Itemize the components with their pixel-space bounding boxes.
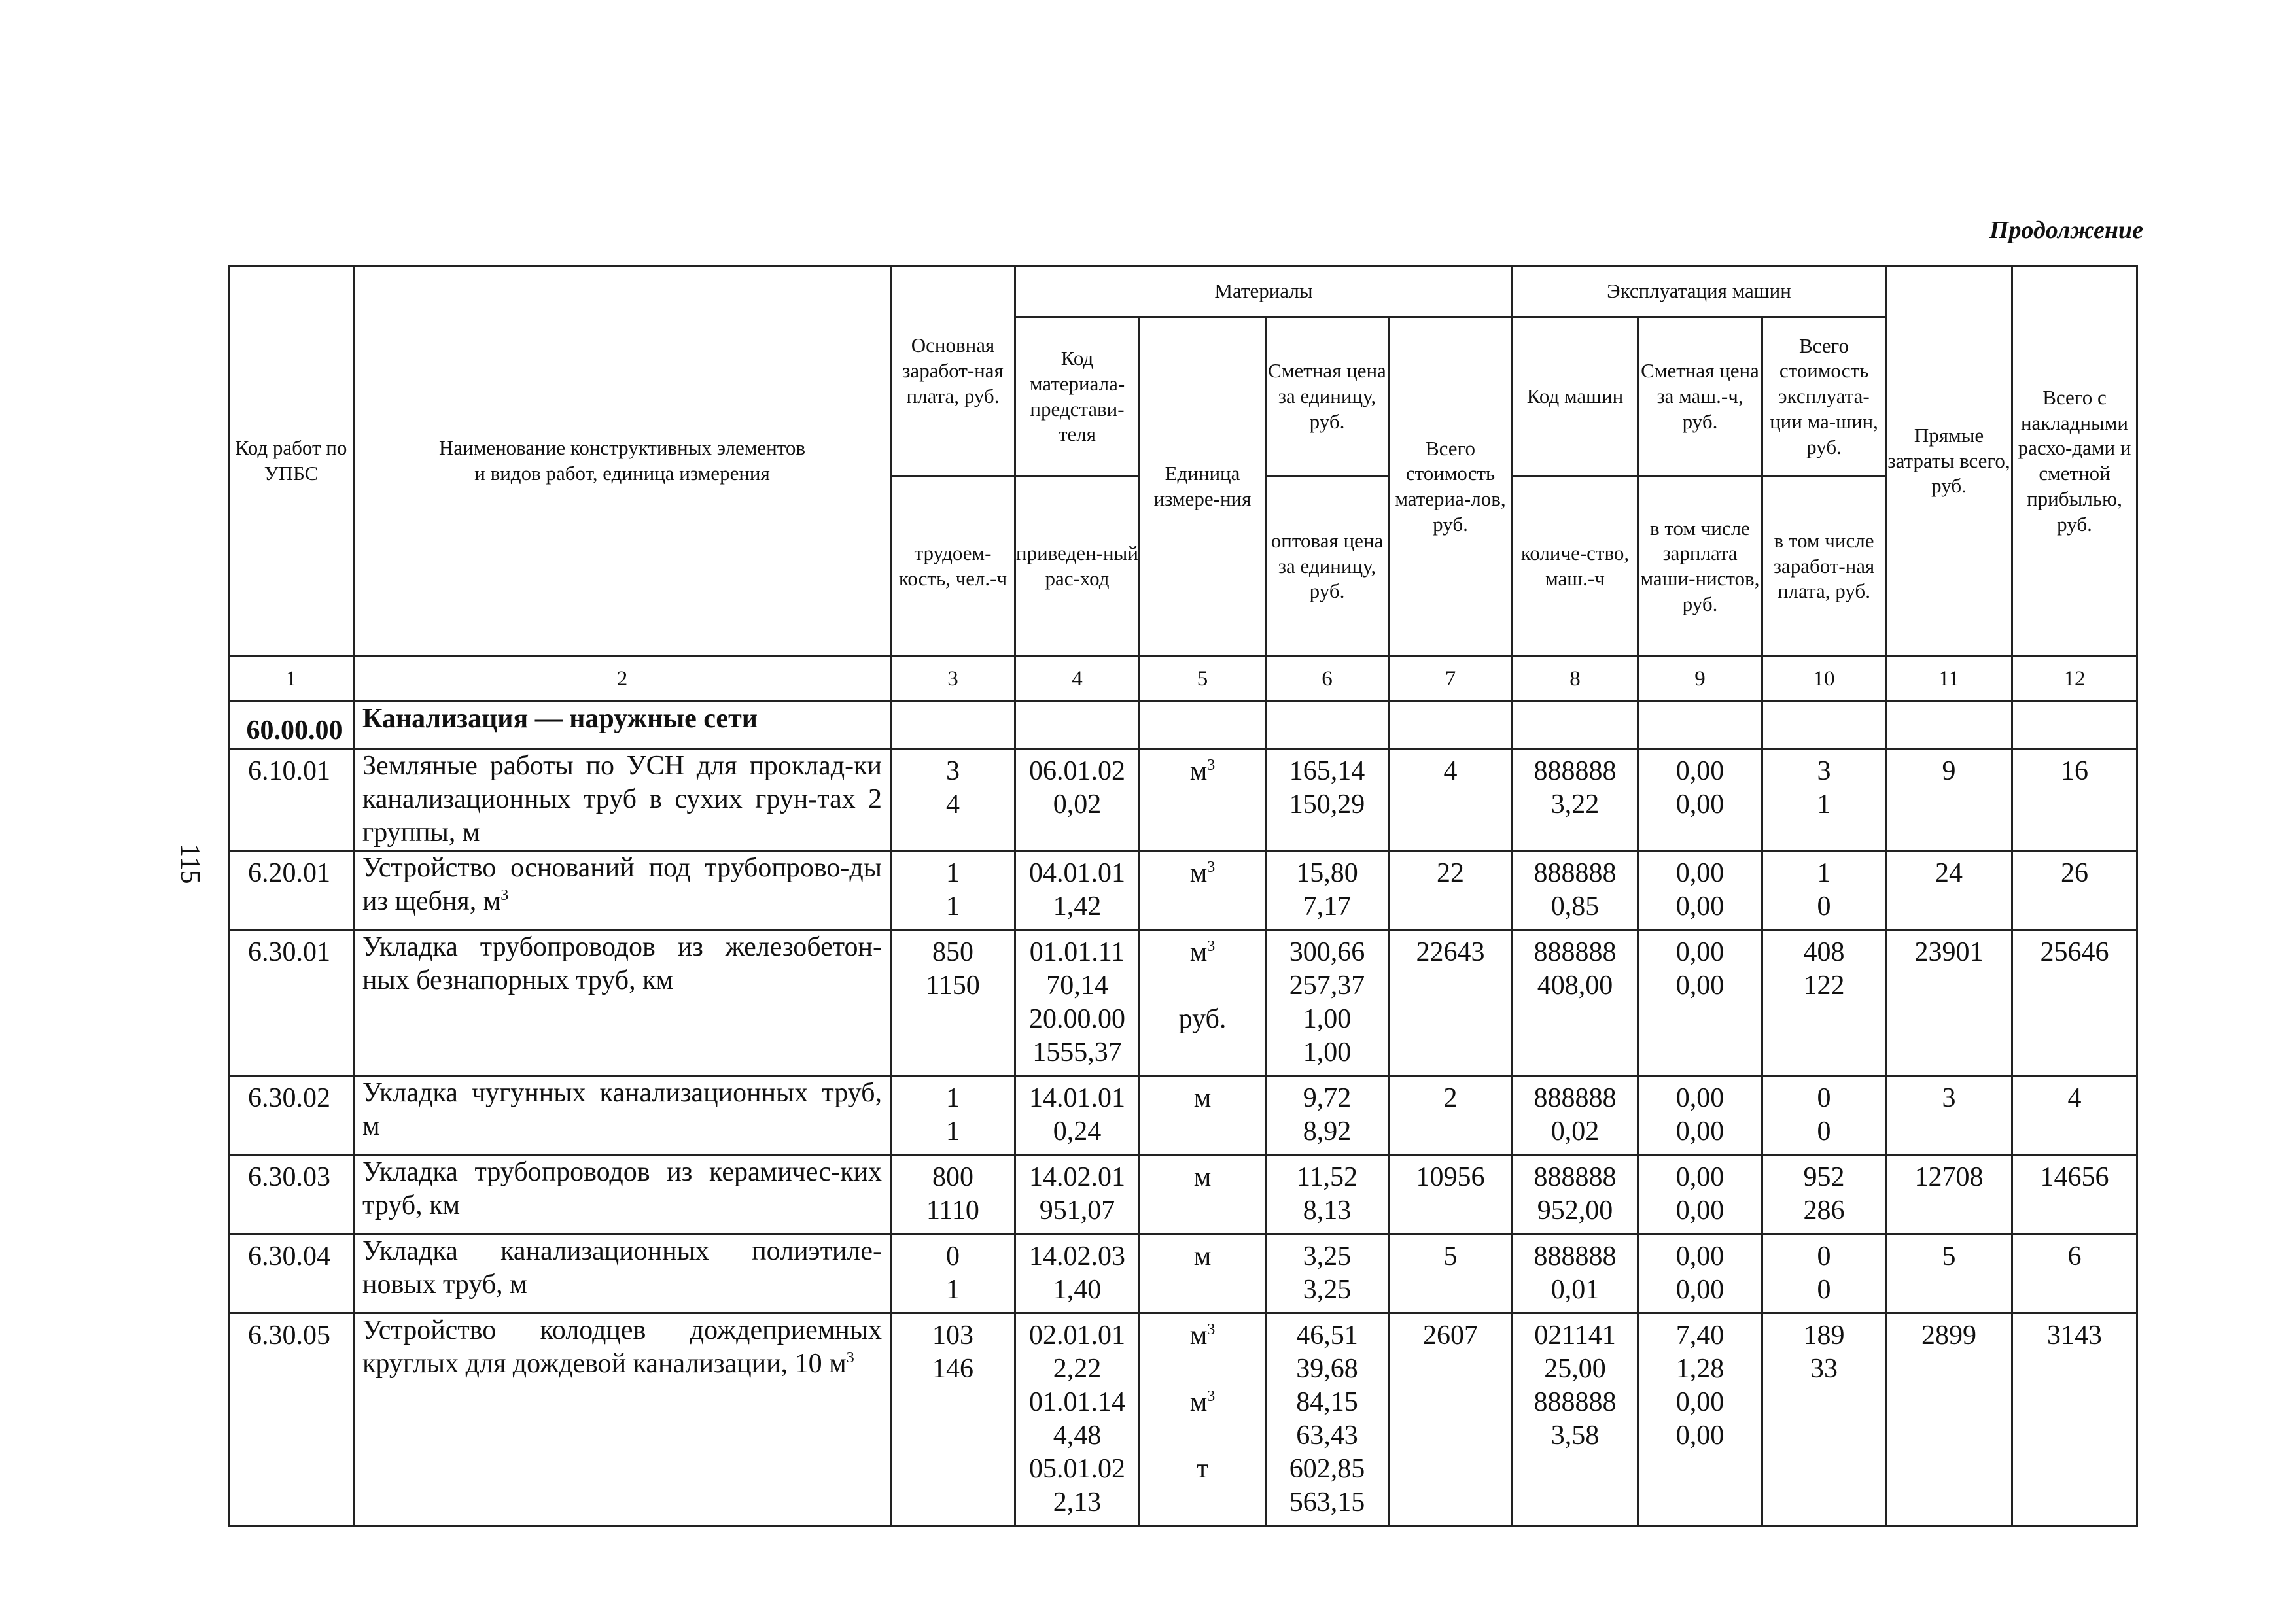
header-mat-code: Код материала-представи-теля xyxy=(1015,317,1140,477)
material-price-cell xyxy=(1266,1076,1389,1155)
machine-code: 888888 xyxy=(1533,1387,1617,1417)
machine-qty: 952,00 xyxy=(1537,1196,1613,1226)
material-code: 14.02.01 xyxy=(1029,1162,1125,1192)
header-wage: Основная заработ-ная плата, руб. xyxy=(891,266,1015,477)
material-unit xyxy=(1140,1082,1265,1115)
machine-total-cell xyxy=(1762,930,1886,1076)
column-number: 10 xyxy=(1762,657,1886,702)
material-code: 05.01.02 xyxy=(1029,1454,1125,1484)
work-code: 6.30.01 xyxy=(229,930,354,1076)
machine-code: 888888 xyxy=(1533,1083,1617,1113)
machine-total: 3 xyxy=(1817,756,1831,786)
wage-value: 1 xyxy=(946,1083,960,1113)
machine-price: 7,40 xyxy=(1675,1321,1725,1351)
work-name xyxy=(354,1313,891,1526)
material-price-cell xyxy=(1266,1155,1389,1234)
direct-costs: 23901 xyxy=(1886,930,2012,1076)
material-unit-cell xyxy=(1140,1234,1266,1313)
total-with-overhead: 6 xyxy=(2012,1234,2137,1313)
work-name xyxy=(354,930,891,1076)
machine-code: 888888 xyxy=(1533,1162,1617,1192)
material-unit xyxy=(1140,1453,1265,1486)
material-unit xyxy=(1140,857,1265,890)
work-name xyxy=(354,851,891,930)
column-number: 8 xyxy=(1513,657,1638,702)
table-row xyxy=(229,1076,2137,1155)
header-est-price: Сметная цена за единицу, руб. xyxy=(1266,317,1389,477)
material-unit-text: м xyxy=(1189,1321,1208,1351)
material-unit-cell xyxy=(1140,749,1266,851)
machine-total-cell xyxy=(1762,749,1886,851)
direct-costs: 3 xyxy=(1886,1076,2012,1155)
machine-total-cell xyxy=(1762,851,1886,930)
machine-total-wage: 0 xyxy=(1817,1275,1831,1305)
wage-cell xyxy=(891,1155,1015,1234)
total-with-overhead: 3143 xyxy=(2012,1313,2137,1526)
material-unit xyxy=(1140,1240,1265,1273)
machine-price: 0,00 xyxy=(1675,1162,1725,1192)
header-unit: Единица измере-ния xyxy=(1140,317,1266,657)
header-mach-qty: количе-ство, маш.-ч xyxy=(1513,477,1638,657)
machine-total-wage: 0 xyxy=(1817,891,1831,922)
labor-value: 1 xyxy=(946,1116,960,1147)
machine-total-cell xyxy=(1762,1234,1886,1313)
material-wholesale: 150,29 xyxy=(1289,789,1365,820)
header-mat-flow: приведен-ный рас-ход xyxy=(1015,477,1140,657)
machine-total-wage: 122 xyxy=(1803,971,1845,1001)
material-flow: 1555,37 xyxy=(1032,1037,1122,1067)
material-price-cell xyxy=(1266,1234,1389,1313)
work-code: 6.30.03 xyxy=(229,1155,354,1234)
material-total: 5 xyxy=(1389,1234,1513,1313)
column-number: 5 xyxy=(1140,657,1266,702)
material-total: 2 xyxy=(1389,1076,1513,1155)
column-number: 1 xyxy=(229,657,354,702)
wage-value: 103 xyxy=(932,1321,973,1351)
material-flow: 951,07 xyxy=(1039,1196,1115,1226)
machine-price-cell xyxy=(1638,1234,1762,1313)
material-flow: 0,24 xyxy=(1053,1116,1102,1147)
material-unit-sup: 3 xyxy=(1207,1321,1216,1338)
machine-total-cell xyxy=(1762,1076,1886,1155)
work-name-text: Земляные работы по УСН для проклад-ки канализационных труб в сухих грун-тах 2 группы, м xyxy=(362,751,882,848)
labor-value: 146 xyxy=(932,1354,973,1384)
material-unit-text: м xyxy=(1189,1387,1208,1417)
machine-total-wage: 286 xyxy=(1803,1196,1845,1226)
work-name-text: Укладка трубопроводов из керамичес-ких труб, км xyxy=(362,1157,882,1220)
material-price: 84,15 xyxy=(1296,1387,1358,1417)
material-wholesale: 257,37 xyxy=(1289,971,1365,1001)
machine-price: 0,00 xyxy=(1675,858,1725,888)
machine-total-wage: 0 xyxy=(1817,1116,1831,1147)
header-mach-price: Сметная цена за маш.-ч, руб. xyxy=(1638,317,1762,477)
material-flow: 0,02 xyxy=(1053,789,1102,820)
machine-total: 189 xyxy=(1803,1321,1845,1351)
labor-value: 1150 xyxy=(926,971,980,1001)
column-number: 11 xyxy=(1886,657,2012,702)
material-code: 02.01.01 xyxy=(1029,1321,1125,1351)
machine-code-cell xyxy=(1513,1234,1638,1313)
machine-code-cell xyxy=(1513,1076,1638,1155)
material-price: 11,52 xyxy=(1297,1162,1358,1192)
work-name xyxy=(354,1234,891,1313)
work-code: 6.30.05 xyxy=(229,1313,354,1526)
material-price: 3,25 xyxy=(1303,1241,1352,1271)
material-unit-spacer xyxy=(1140,1419,1265,1453)
material-unit-text: м xyxy=(1193,1083,1212,1113)
machine-total-cell xyxy=(1762,1313,1886,1526)
material-unit-spacer xyxy=(1140,1115,1265,1149)
header-mach-code: Код машин xyxy=(1513,317,1638,477)
column-number: 2 xyxy=(354,657,891,702)
machine-price-cell xyxy=(1638,749,1762,851)
material-code: 01.01.14 xyxy=(1029,1387,1125,1417)
material-price: 602,85 xyxy=(1289,1454,1365,1484)
labor-value: 1 xyxy=(946,891,960,922)
machine-total: 1 xyxy=(1817,858,1831,888)
material-flow: 1,40 xyxy=(1053,1275,1102,1305)
material-code-cell xyxy=(1015,1076,1140,1155)
table-body xyxy=(229,702,2137,1526)
material-flow: 2,13 xyxy=(1053,1487,1102,1517)
header-direct: Прямые затраты всего, руб. xyxy=(1886,266,2012,657)
material-code-cell xyxy=(1015,1155,1140,1234)
material-total: 22643 xyxy=(1389,930,1513,1076)
material-unit xyxy=(1140,1161,1265,1194)
wage-value: 1 xyxy=(946,858,960,888)
material-total: 2607 xyxy=(1389,1313,1513,1526)
machine-total: 952 xyxy=(1803,1162,1845,1192)
wage-cell xyxy=(891,851,1015,930)
material-unit-spacer xyxy=(1140,1486,1265,1519)
material-unit xyxy=(1140,755,1265,788)
machine-code: 888888 xyxy=(1533,756,1617,786)
header-mach-total: Всего стоимость эксплуата-ции ма-шин, руб. xyxy=(1762,317,1886,477)
material-price: 46,51 xyxy=(1296,1321,1358,1351)
work-name-text: Укладка чугунных канализационных труб, м xyxy=(362,1078,882,1141)
wage-value: 850 xyxy=(932,937,973,967)
labor-value: 4 xyxy=(946,789,960,820)
machine-code: 021141 xyxy=(1534,1321,1616,1351)
header-code: Код работ по УПБС xyxy=(229,266,354,657)
direct-costs: 5 xyxy=(1886,1234,2012,1313)
material-unit-sup: 3 xyxy=(1207,1388,1216,1405)
material-wholesale: 7,17 xyxy=(1303,891,1352,922)
machine-total-wage: 1 xyxy=(1817,789,1831,820)
machine-qty: 25,00 xyxy=(1544,1354,1606,1384)
machine-code: 888888 xyxy=(1533,858,1617,888)
machine-wage: 0,00 xyxy=(1675,1275,1725,1305)
work-name xyxy=(354,1155,891,1234)
machine-price: 0,00 xyxy=(1675,1083,1725,1113)
material-flow: 1,42 xyxy=(1053,891,1102,922)
machine-code: 888888 xyxy=(1533,1241,1617,1271)
direct-costs: 9 xyxy=(1886,749,2012,851)
material-total: 22 xyxy=(1389,851,1513,930)
work-name-text: Укладка трубопроводов из железобетон-ных безнапорных труб, км xyxy=(362,932,882,995)
work-code: 6.30.02 xyxy=(229,1076,354,1155)
material-flow: 4,48 xyxy=(1053,1421,1102,1451)
table-row xyxy=(229,851,2137,930)
material-wholesale: 63,43 xyxy=(1296,1421,1358,1451)
material-code-cell xyxy=(1015,851,1140,930)
column-number: 3 xyxy=(891,657,1015,702)
table-row xyxy=(229,1313,2137,1526)
column-number: 6 xyxy=(1266,657,1389,702)
material-unit xyxy=(1140,1319,1265,1353)
machine-wage: 1,28 xyxy=(1675,1354,1725,1384)
material-unit-cell xyxy=(1140,1076,1266,1155)
material-unit-sup: 3 xyxy=(1207,938,1216,955)
material-unit-cell xyxy=(1140,930,1266,1076)
machine-code-cell xyxy=(1513,930,1638,1076)
machine-price: 0,00 xyxy=(1675,1387,1725,1417)
work-code: 6.10.01 xyxy=(229,749,354,851)
machine-qty: 408,00 xyxy=(1537,971,1613,1001)
machine-code-cell xyxy=(1513,749,1638,851)
material-price-cell xyxy=(1266,1313,1389,1526)
work-code: 6.20.01 xyxy=(229,851,354,930)
machine-total-cell xyxy=(1762,1155,1886,1234)
total-with-overhead: 25646 xyxy=(2012,930,2137,1076)
table-row xyxy=(229,930,2137,1076)
table-row xyxy=(229,749,2137,851)
material-price: 1,00 xyxy=(1303,1004,1352,1034)
machine-wage: 0,00 xyxy=(1675,789,1725,820)
work-code: 6.30.04 xyxy=(229,1234,354,1313)
material-wholesale: 563,15 xyxy=(1289,1487,1365,1517)
material-code-cell xyxy=(1015,1313,1140,1526)
material-total: 4 xyxy=(1389,749,1513,851)
material-code: 04.01.01 xyxy=(1029,858,1125,888)
material-wholesale: 39,68 xyxy=(1296,1354,1358,1384)
material-price: 165,14 xyxy=(1289,756,1365,786)
material-total: 10956 xyxy=(1389,1155,1513,1234)
work-name-text: Устройство оснований под трубопрово-ды из щебня, м xyxy=(362,853,882,916)
material-wholesale: 1,00 xyxy=(1303,1037,1352,1067)
material-code: 20.00.00 xyxy=(1029,1004,1125,1034)
material-code-cell xyxy=(1015,1234,1140,1313)
machine-price-cell xyxy=(1638,851,1762,930)
machine-qty: 3,22 xyxy=(1550,789,1600,820)
material-code: 14.01.01 xyxy=(1029,1083,1125,1113)
material-code: 01.01.11 xyxy=(1029,937,1125,967)
machine-qty: 3,58 xyxy=(1550,1421,1600,1451)
work-name xyxy=(354,749,891,851)
wage-value: 0 xyxy=(946,1241,960,1271)
material-price: 9,72 xyxy=(1303,1083,1352,1113)
wage-cell xyxy=(891,930,1015,1076)
header-overhead: Всего с накладными расхо-дами и сметной прибылью, руб. xyxy=(2012,266,2137,657)
work-name-text: Укладка канализационных полиэтиле-новых труб, м xyxy=(362,1236,882,1300)
section-row xyxy=(229,702,2137,749)
header-mach-wage: в том числе зарплата маши-нистов, руб. xyxy=(1638,477,1762,657)
material-unit-cell xyxy=(1140,1313,1266,1526)
machine-price: 0,00 xyxy=(1675,937,1725,967)
material-flow: 70,14 xyxy=(1046,971,1108,1001)
material-unit-text: руб. xyxy=(1178,1004,1227,1034)
material-unit-sup: 3 xyxy=(1207,757,1216,774)
machine-code: 888888 xyxy=(1533,937,1617,967)
material-wholesale: 8,13 xyxy=(1303,1196,1352,1226)
table-header xyxy=(229,266,2137,702)
machine-price: 0,00 xyxy=(1675,756,1725,786)
labor-value: 1110 xyxy=(926,1196,979,1226)
table-row xyxy=(229,1234,2137,1313)
work-name xyxy=(354,1076,891,1155)
continuation-label: Продолжение xyxy=(1989,216,2143,244)
material-code: 06.01.02 xyxy=(1029,756,1125,786)
labor-value: 1 xyxy=(946,1275,960,1305)
machine-total: 408 xyxy=(1803,937,1845,967)
column-number: 9 xyxy=(1638,657,1762,702)
direct-costs: 24 xyxy=(1886,851,2012,930)
estimate-table xyxy=(228,265,2138,1527)
machine-wage: 0,00 xyxy=(1675,971,1725,1001)
total-with-overhead: 16 xyxy=(2012,749,2137,851)
material-price: 15,80 xyxy=(1296,858,1358,888)
machine-code-cell xyxy=(1513,851,1638,930)
material-unit-spacer xyxy=(1140,1036,1265,1069)
machine-price-cell xyxy=(1638,1076,1762,1155)
material-price-cell xyxy=(1266,851,1389,930)
machine-wage: 0,00 xyxy=(1675,1421,1725,1451)
machine-price-cell xyxy=(1638,1155,1762,1234)
machine-qty: 0,02 xyxy=(1550,1116,1600,1147)
total-with-overhead: 4 xyxy=(2012,1076,2137,1155)
machine-price: 0,00 xyxy=(1675,1241,1725,1271)
material-unit-spacer xyxy=(1140,969,1265,1003)
material-flow: 2,22 xyxy=(1053,1354,1102,1384)
material-code-cell xyxy=(1015,749,1140,851)
header-mach-total-wage: в том числе заработ-ная плата, руб. xyxy=(1762,477,1886,657)
table-row xyxy=(229,1155,2137,1234)
work-name-text: Устройство колодцев дождеприемных круглых для дождевой канализации, 10 м xyxy=(362,1315,882,1379)
work-name-sup: 3 xyxy=(846,1349,854,1366)
wage-value: 3 xyxy=(946,756,960,786)
machine-price-cell xyxy=(1638,1313,1762,1526)
material-unit-text: м xyxy=(1193,1241,1212,1271)
column-number: 7 xyxy=(1389,657,1513,702)
machine-wage: 0,00 xyxy=(1675,1116,1725,1147)
material-unit-text: м xyxy=(1189,756,1208,786)
machine-total: 0 xyxy=(1817,1241,1831,1271)
section-title: Канализация — наружные сети xyxy=(354,702,891,749)
material-unit xyxy=(1140,1386,1265,1419)
header-materials: Материалы xyxy=(1015,266,1513,317)
section-code: 60.00.00 xyxy=(229,702,354,749)
header-labor: трудоем-кость, чел.-ч xyxy=(891,477,1015,657)
material-unit-text: м xyxy=(1189,858,1208,888)
material-code-cell xyxy=(1015,930,1140,1076)
total-with-overhead: 26 xyxy=(2012,851,2137,930)
wage-value: 800 xyxy=(932,1162,973,1192)
machine-code-cell xyxy=(1513,1155,1638,1234)
column-numbers-row xyxy=(229,657,2137,702)
material-unit xyxy=(1140,936,1265,969)
machine-code-cell xyxy=(1513,1313,1638,1526)
material-unit-spacer xyxy=(1140,890,1265,924)
header-machines: Эксплуатация машин xyxy=(1513,266,1886,317)
material-unit-text: т xyxy=(1196,1454,1209,1484)
material-unit-cell xyxy=(1140,851,1266,930)
wage-cell xyxy=(891,1313,1015,1526)
column-number: 4 xyxy=(1015,657,1140,702)
material-unit xyxy=(1140,1003,1265,1036)
material-unit-spacer xyxy=(1140,1273,1265,1307)
material-unit-spacer xyxy=(1140,788,1265,821)
header-mat-total: Всего стоимость материа-лов, руб. xyxy=(1389,317,1513,657)
machine-wage: 0,00 xyxy=(1675,891,1725,922)
material-unit-text: м xyxy=(1189,937,1208,967)
column-number: 12 xyxy=(2012,657,2137,702)
header-name: Наименование конструктивных элементов и видов работ, единица измерения xyxy=(354,266,891,657)
machine-qty: 0,85 xyxy=(1550,891,1600,922)
header-wholesale-price: оптовая цена за единицу, руб. xyxy=(1266,477,1389,657)
total-with-overhead: 14656 xyxy=(2012,1155,2137,1234)
material-unit-sup: 3 xyxy=(1207,859,1216,876)
work-name-sup: 3 xyxy=(500,887,509,904)
material-wholesale: 3,25 xyxy=(1303,1275,1352,1305)
wage-cell xyxy=(891,1076,1015,1155)
material-unit-text: м xyxy=(1193,1162,1212,1192)
machine-price-cell xyxy=(1638,930,1762,1076)
wage-cell xyxy=(891,1234,1015,1313)
page-number: 115 xyxy=(175,844,205,884)
machine-qty: 0,01 xyxy=(1550,1275,1600,1305)
material-unit-spacer xyxy=(1140,1353,1265,1386)
machine-total: 0 xyxy=(1817,1083,1831,1113)
material-unit-spacer xyxy=(1140,1194,1265,1228)
material-unit-cell xyxy=(1140,1155,1266,1234)
material-price-cell xyxy=(1266,749,1389,851)
material-wholesale: 8,92 xyxy=(1303,1116,1352,1147)
machine-wage: 0,00 xyxy=(1675,1196,1725,1226)
direct-costs: 2899 xyxy=(1886,1313,2012,1526)
direct-costs: 12708 xyxy=(1886,1155,2012,1234)
material-price-cell xyxy=(1266,930,1389,1076)
machine-total-wage: 33 xyxy=(1810,1354,1838,1384)
wage-cell xyxy=(891,749,1015,851)
material-price: 300,66 xyxy=(1289,937,1365,967)
material-code: 14.02.03 xyxy=(1029,1241,1125,1271)
